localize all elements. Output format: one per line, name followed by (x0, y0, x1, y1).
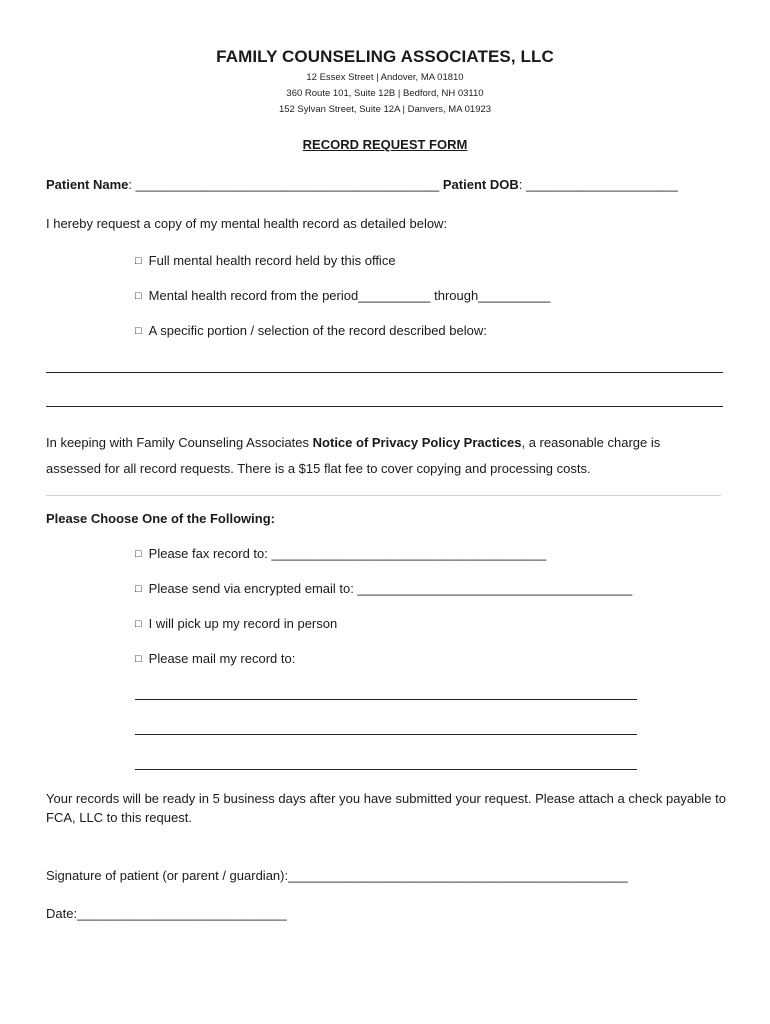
mailing-address-line-3[interactable] (135, 769, 637, 770)
checkbox-icon[interactable]: □ (135, 255, 142, 267)
option-fax[interactable] (135, 546, 546, 561)
patient-dob-field[interactable]: : _____________________ (518, 177, 678, 192)
patient-name-field[interactable]: : __________________________________________ (128, 177, 440, 192)
option-specific-portion[interactable] (135, 323, 487, 338)
signature-label: Signature of patient (or parent / guardian): (46, 868, 289, 883)
mailing-address-line-1[interactable] (135, 699, 637, 700)
privacy-text-before: In keeping with Family Counseling Associates (46, 435, 310, 450)
choose-heading: Please Choose One of the Following: (46, 511, 275, 526)
option-encrypted-email[interactable] (135, 581, 632, 596)
checkbox-icon[interactable]: □ (135, 325, 142, 337)
checkbox-icon[interactable]: □ (135, 290, 142, 302)
option-label: Please fax record to: ______________________________________ (148, 546, 547, 561)
option-record-period[interactable] (135, 288, 551, 303)
privacy-policy-title: Notice of Privacy Policy Practices (312, 435, 522, 450)
option-pickup[interactable] (135, 616, 337, 631)
option-label: Full mental health record held by this office (148, 253, 396, 268)
patient-info-row (46, 177, 678, 192)
privacy-notice-line-2: assessed for all record requests. There is a $15 flat fee to cover copying and processing costs. (46, 461, 591, 476)
checkbox-icon[interactable]: □ (135, 653, 142, 665)
option-label: Mental health record from the period__________ through__________ (148, 288, 551, 303)
option-full-record[interactable] (135, 253, 396, 268)
option-mail[interactable] (135, 651, 295, 666)
address-danvers: 152 Sylvan Street, Suite 12A | Danvers, MA 01923 (278, 104, 492, 115)
signature-row (46, 868, 628, 883)
section-divider (46, 495, 721, 496)
patient-name-label: Patient Name (46, 177, 129, 192)
option-label: A specific portion / selection of the record described below: (148, 323, 487, 338)
address-andover: 12 Essex Street | Andover, MA 01810 (306, 72, 464, 83)
description-line-1[interactable] (46, 372, 723, 373)
date-row (46, 906, 287, 921)
request-intro: I hereby request a copy of my mental health record as detailed below: (46, 216, 448, 231)
address-bedford: 360 Route 101, Suite 12B | Bedford, NH 03110 (286, 88, 484, 99)
patient-dob-label: Patient DOB (442, 177, 519, 192)
date-label: Date: (46, 906, 78, 921)
form-title: RECORD REQUEST FORM (302, 137, 468, 152)
description-line-2[interactable] (46, 406, 723, 407)
date-field[interactable]: _____________________________ (77, 906, 287, 921)
option-label: Please send via encrypted email to: ______________________________________ (148, 581, 633, 596)
checkbox-icon[interactable]: □ (135, 583, 142, 595)
option-label: I will pick up my record in person (148, 616, 338, 631)
privacy-notice-line-1 (46, 435, 660, 450)
privacy-text-after: , a reasonable charge is (521, 435, 661, 450)
mailing-address-line-2[interactable] (135, 734, 637, 735)
checkbox-icon[interactable]: □ (135, 618, 142, 630)
option-label: Please mail my record to: (148, 651, 296, 666)
practice-title: FAMILY COUNSELING ASSOCIATES, LLC (216, 47, 554, 66)
checkbox-icon[interactable]: □ (135, 548, 142, 560)
ready-notice: Your records will be ready in 5 business days after you have submitted your request. Please attach a check payable to FCA, LLC to this request. (46, 791, 726, 825)
signature-field[interactable]: _______________________________________________ (288, 868, 628, 883)
